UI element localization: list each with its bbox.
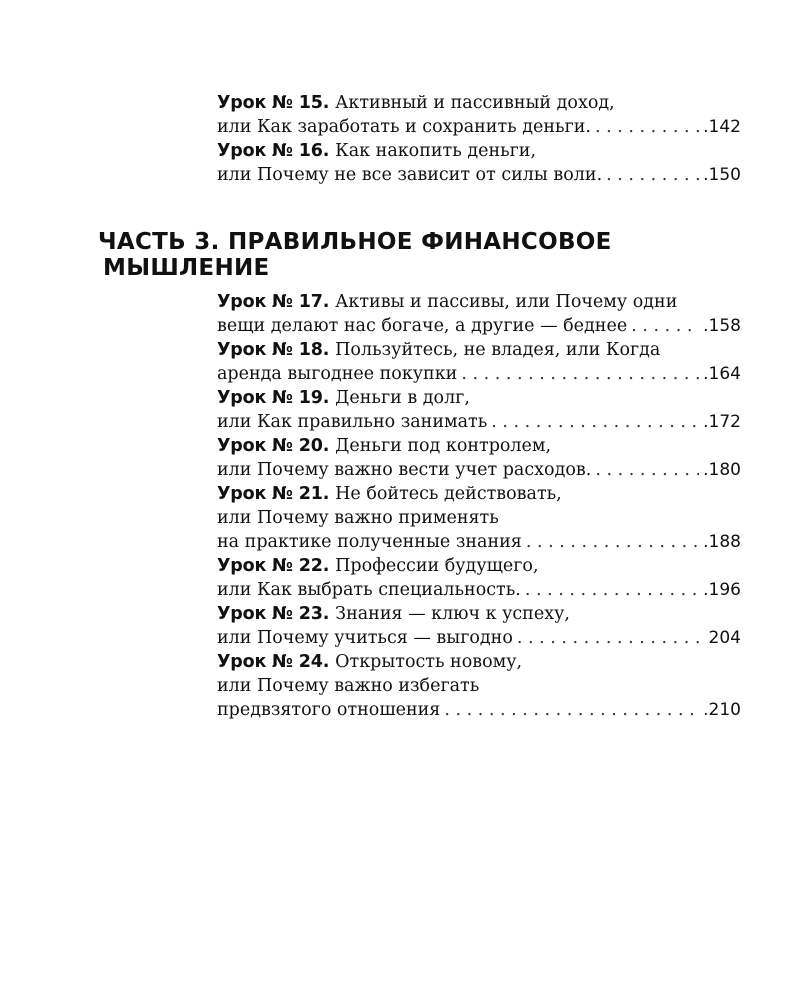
lesson-title: или Почему учиться — выгодно [217, 628, 513, 648]
leader-dots [526, 530, 699, 554]
leader-dots [606, 163, 699, 187]
lesson-title: Не бойтесь действовать, [335, 484, 562, 504]
page-number: .180 [703, 460, 741, 480]
lesson-title: Знания — ключ к успеху, [335, 604, 570, 624]
lesson-title: или Почему важно применять [217, 508, 499, 528]
toc-entry-lesson-20 [217, 434, 741, 482]
lesson-label: Урок № 20. [217, 436, 330, 456]
page-number: .142 [703, 117, 741, 137]
lesson-label: Урок № 23. [217, 604, 330, 624]
toc-entry-lesson-18 [217, 338, 741, 386]
lesson-title: предвзятого отношения [217, 700, 441, 720]
page-number: .188 [703, 532, 741, 552]
leader-dots [491, 410, 699, 434]
lesson-label: Урок № 18. [217, 340, 330, 360]
page-number: .196 [703, 580, 741, 600]
lesson-title: Активный и пассивный доход, [335, 93, 615, 113]
lesson-title: или Как заработать и сохранить деньги. [217, 117, 591, 137]
lesson-title: или Как правильно занимать [217, 412, 488, 432]
toc-entry-lesson-23 [217, 602, 741, 650]
toc-entry-lesson-19 [217, 386, 741, 434]
leader-dots [631, 314, 699, 338]
toc-entry-lesson-21 [217, 482, 741, 554]
part-heading-line-2: МЫШЛЕНИЕ [103, 255, 270, 281]
leader-dots [444, 698, 699, 722]
leader-dots [595, 115, 699, 139]
page-number: 204 [708, 628, 741, 648]
lesson-label: Урок № 19. [217, 388, 330, 408]
lesson-title: Деньги в долг, [335, 388, 470, 408]
lesson-label: Урок № 24. [217, 652, 330, 672]
lesson-label: Урок № 17. [217, 292, 330, 312]
part-heading-line-1: ЧАСТЬ 3. ПРАВИЛЬНОЕ ФИНАНСОВОЕ [98, 229, 612, 255]
lesson-label: Урок № 15. [217, 93, 330, 113]
page-number: .158 [703, 316, 741, 336]
lesson-title: Деньги под контролем, [335, 436, 552, 456]
lesson-title: Открытость новому, [335, 652, 523, 672]
toc-entry-lesson-17 [217, 290, 741, 338]
lesson-label: Урок № 16. [217, 141, 330, 161]
lesson-label: Урок № 21. [217, 484, 330, 504]
lesson-title: Как накопить деньги, [335, 141, 537, 161]
lesson-title: Пользуйтесь, не владея, или Когда [335, 340, 661, 360]
leader-dots [461, 362, 699, 386]
page-number: .164 [703, 364, 741, 384]
toc-entry-lesson-22 [217, 554, 741, 602]
lesson-title: Активы и пассивы, или Почему одни [335, 292, 678, 312]
lesson-title: или Почему важно вести учет расходов. [217, 460, 592, 480]
toc-entry-lesson-15 [217, 91, 741, 139]
page-number: .150 [703, 165, 741, 185]
leader-dots [525, 578, 699, 602]
part-heading [98, 229, 612, 281]
lesson-title: вещи делают нас богаче, а другие — беднее [217, 316, 628, 336]
lesson-title: Профессии будущего, [335, 556, 539, 576]
lesson-title: аренда выгоднее покупки [217, 364, 458, 384]
page-number: .210 [703, 700, 741, 720]
lesson-title: на практике полученные знания [217, 532, 522, 552]
lesson-label: Урок № 22. [217, 556, 330, 576]
lesson-title: или Как выбрать специальность. [217, 580, 521, 600]
toc-entry-lesson-16 [217, 139, 741, 187]
toc-bottom-section [217, 290, 741, 722]
page-number: .172 [703, 412, 741, 432]
lesson-title: или Почему не все зависит от силы воли. [217, 165, 603, 185]
leader-dots [517, 626, 705, 650]
leader-dots [595, 458, 699, 482]
toc-top-section [217, 91, 741, 187]
toc-entry-lesson-24 [217, 650, 741, 722]
lesson-title: или Почему важно избегать [217, 676, 480, 696]
